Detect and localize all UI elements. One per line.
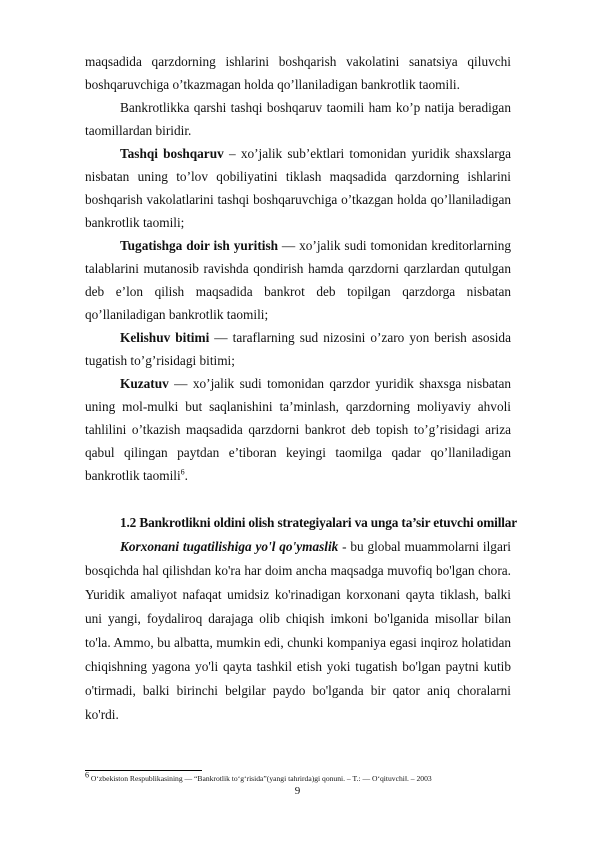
definition-tashqi-boshqaruv: – xo’jalik sub’ektlari tomonidan yuridik shaxslarga nisbatan uning to’lov qobiliyatini tiklash maqsadida qarzdorning ishlarini boshqarish vakolatlarini tashqi boshqaruvchiga o’tkazgan holda qo’llaniladigan bankrotlik taomili; bbox=[85, 146, 511, 230]
definition-kuzatuv: — xo’jalik sudi tomonidan qarzdor yuridik shaxsga nisbatan uning mol-mulki but saqlanishini ta’minlash, qarzdorning moliyaviy ahvoli tahlilini o’tkazish maqsadida qarzdorni bankrot deb topish to’g’risidagi ariza qabul qilingan paytdan e’tiboran keyingi taomilga qadar qo’llaniladigan bankrotlik taomili bbox=[85, 376, 511, 483]
paragraph-2: Bankrotlikka qarshi tashqi boshqaruv taomili ham ko’p natija beradigan taomillardan biridir. bbox=[85, 100, 511, 138]
term-tashqi-boshqaruv: Tashqi boshqaruv bbox=[120, 146, 224, 161]
footnote-mark: 6 bbox=[85, 770, 89, 780]
document-body bbox=[85, 50, 518, 727]
section-paragraph bbox=[85, 535, 511, 727]
definition-tugatishga-doir: — xo’jalik sudi tomonidan kreditorlarning talablarini mutanosib ravishda qondirish hamda qarzdorni qarzlardan qutulgan deb e’lon qilish maqsadida bankrot deb topilgan qarzdorga nisbatan qo’llaniladigan bankrotlik taomili; bbox=[85, 238, 511, 322]
section-heading: 1.2 Bankrotlikni oldini olish strategiyalari va unga ta’sir etuvchi omillar bbox=[120, 515, 518, 530]
paragraph-4 bbox=[85, 234, 511, 326]
paragraph-5 bbox=[85, 326, 511, 372]
footnote-text: O‘zbekiston Respublikasining — “Bankrotlik to‘g‘risida”(yangi tahrirda)gi qonuni. – T.: — O‘qituvchi‖. – 2003 bbox=[89, 774, 432, 783]
footnote-reference[interactable]: 6 bbox=[180, 467, 185, 477]
page-number: 9 bbox=[294, 785, 301, 797]
footnote-divider bbox=[85, 770, 202, 771]
section-body-text: - bu global muammolarni ilgari bosqichda hal qilishdan ko'ra har doim ancha maqsadga muvofiq bo'lgan chora. Yuridik amaliyot nafaqat umidsiz ko'rinadigan korxonani qayta tiklash, balki uni yangi, foydaliroq darajaga olib chiqish imkoni bo'lganida misollar bilan to'la. Ammo, bu albatta, mumkin edi, chunki kompaniya egasi inqiroz holatidan chiqishning yagona yo'li qayta tashkil etish yoki tugatish bo'lgan paytni kutib o'tirmadi, balki birinchi belgilar paydo bo'lganda bir qator aniq choralarni ko'rdi. bbox=[85, 539, 511, 722]
definition-kelishuv-bitimi: — taraflarning sud nizosini o’zaro yon berish asosida tugatish to’g’risidagi bitimi; bbox=[85, 330, 511, 368]
section-lead-term: Korxonani tugatilishiga yo'l qo'ymaslik bbox=[120, 539, 339, 554]
term-kelishuv-bitimi: Kelishuv bitimi bbox=[120, 330, 210, 345]
period: . bbox=[184, 468, 188, 483]
paragraph-3 bbox=[85, 142, 511, 234]
term-kuzatuv: Kuzatuv bbox=[120, 376, 169, 391]
footnote bbox=[85, 770, 545, 784]
term-tugatishga-doir: Tugatishga doir ish yuritish bbox=[120, 238, 279, 253]
paragraph-1: maqsadida qarzdorning ishlarini boshqarish vakolatini sanatsiya qiluvchi boshqaruvchiga o’tkazmagan holda qo’llaniladigan bankrotlik taomili. bbox=[85, 54, 511, 92]
paragraph-6 bbox=[85, 372, 511, 487]
